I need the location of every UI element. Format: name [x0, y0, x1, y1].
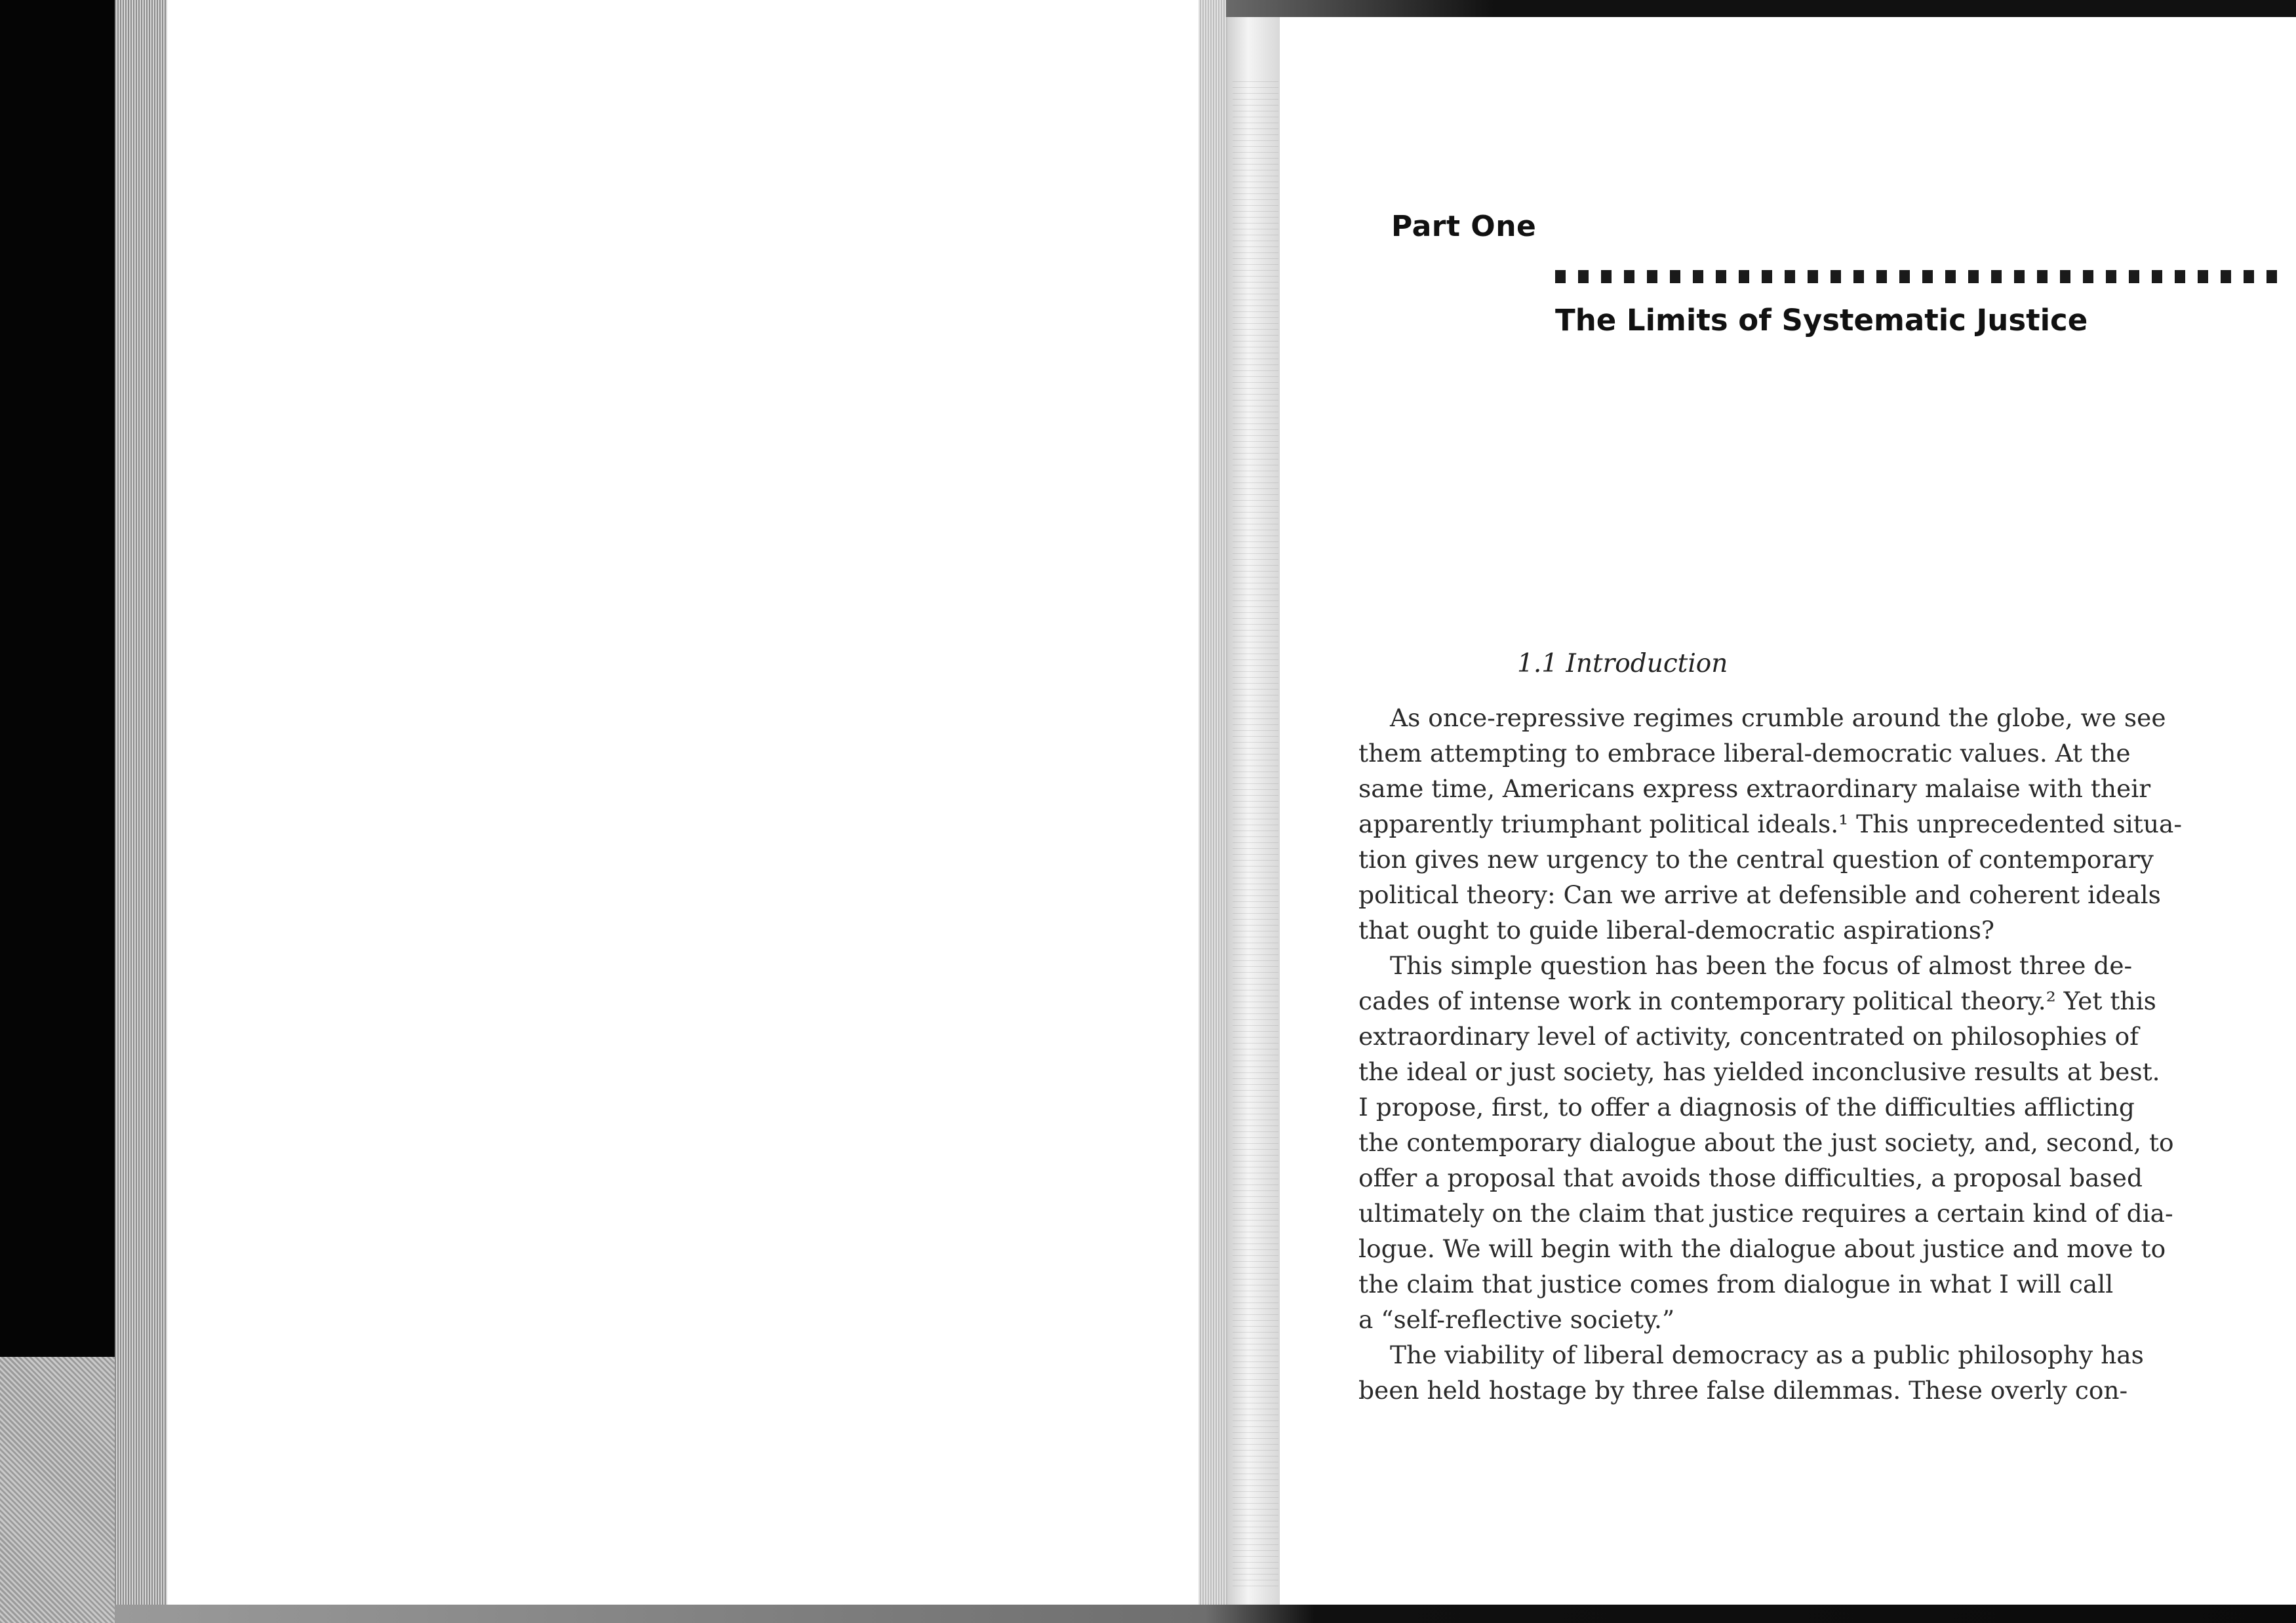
text-line: the ideal or just society, has yielded inconclusive results at best. — [1358, 1057, 2160, 1086]
text-line: I propose, first, to offer a diagnosis of the difficulties afflicting — [1358, 1093, 2135, 1122]
text-line: cades of intense work in contemporary political theory.² Yet this — [1358, 987, 2156, 1015]
part-label: Part One — [1391, 210, 1537, 243]
text-line: apparently triumphant political ideals.¹ This unprecedented situa- — [1358, 810, 2183, 838]
text-line: As once-repressive regimes crumble around the globe, we see — [1390, 703, 2166, 732]
text-line: that ought to guide liberal-democratic aspirations? — [1358, 916, 1995, 945]
bottom-shadow-band — [115, 1605, 2296, 1623]
chapter-title: The Limits of Systematic Justice — [1555, 303, 2088, 338]
text-line: offer a proposal that avoids those difficulties, a proposal based — [1358, 1163, 2143, 1192]
dotted-divider — [1555, 270, 2289, 283]
text-line: logue. We will begin with the dialogue about justice and move to — [1358, 1234, 2166, 1263]
text-line: the contemporary dialogue about the just society, and, second, to — [1358, 1128, 2174, 1157]
left-page-blank — [115, 0, 1219, 1610]
text-line: same time, Americans express extraordinary malaise with their — [1358, 774, 2151, 803]
text-line: been held hostage by three false dilemmas. These overly con- — [1358, 1376, 2128, 1405]
scanner-background-light-patch — [0, 1357, 115, 1623]
gutter-texture — [1233, 79, 1278, 1586]
paragraph — [1358, 1337, 2144, 1408]
left-page-outer-edge — [115, 0, 167, 1610]
paragraph — [1358, 948, 2174, 1337]
text-line: tion gives new urgency to the central question of contemporary — [1358, 845, 2154, 874]
text-line: extraordinary level of activity, concentrated on philosophies of — [1358, 1022, 2139, 1051]
body-text — [1358, 700, 2183, 1408]
text-line: ultimately on the claim that justice requires a certain kind of dia- — [1358, 1199, 2173, 1228]
text-line: This simple question has been the focus of almost three de- — [1390, 951, 2133, 980]
paragraph — [1358, 700, 2183, 948]
text-line: them attempting to embrace liberal-democratic values. At the — [1358, 739, 2131, 768]
text-line: political theory: Can we arrive at defensible and coherent ideals — [1358, 880, 2161, 909]
top-shadow-band — [1226, 0, 2296, 17]
text-line: a “self-reflective society.” — [1358, 1305, 1675, 1334]
text-line: The viability of liberal democracy as a public philosophy has — [1390, 1340, 2144, 1369]
section-heading: 1.1 Introduction — [1517, 649, 1728, 678]
text-line: the claim that justice comes from dialogue in what I will call — [1358, 1270, 2114, 1299]
